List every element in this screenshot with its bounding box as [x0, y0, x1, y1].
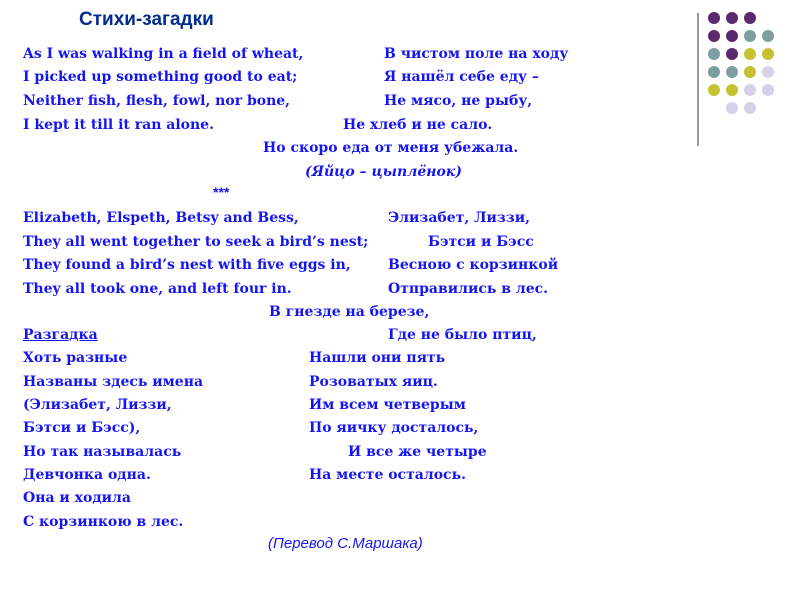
riddle2-russian-line-1: Элизабет, Лиззи,: [388, 210, 530, 226]
riddle1-russian-line-2: Я нашёл себе еду –: [384, 69, 539, 85]
riddle2-russian-line-10: По яичку досталось,: [309, 420, 479, 436]
answer-line-7: Она и ходила: [23, 490, 131, 506]
decorative-dot: [744, 102, 756, 114]
riddle1-answer: (Яйцо – цыплёнок): [305, 164, 462, 180]
separator-stars: ***: [213, 184, 230, 200]
decorative-dot: [762, 48, 774, 60]
riddle2-english-line-2: They all went together to seek a bird’s nest;: [23, 234, 369, 250]
decorative-dot: [726, 12, 738, 24]
answer-line-5: Но так называлась: [23, 444, 182, 460]
riddle2-russian-line-2: Бэтси и Бэсс: [428, 234, 534, 250]
decorative-dot: [762, 66, 774, 78]
riddle2-english-line-3: They found a bird’s nest with five eggs in,: [23, 257, 351, 273]
decorative-dot: [762, 30, 774, 42]
decorative-dot: [708, 12, 720, 24]
riddle2-russian-line-6: Где не было птиц,: [388, 327, 537, 343]
riddle2-russian-line-7: Нашли они пять: [309, 350, 446, 366]
decorative-dot: [744, 30, 756, 42]
decorative-dot: [744, 12, 756, 24]
decorative-dot: [762, 84, 774, 96]
riddle2-english-line-1: Elizabeth, Elspeth, Betsy and Bess,: [23, 210, 299, 226]
riddle1-russian-line-5: Но скоро еда от меня убежала.: [263, 140, 519, 156]
decorative-dot: [708, 48, 720, 60]
riddle1-english-line-4: I kept it till it ran alone.: [23, 117, 214, 133]
decorative-dot: [744, 66, 756, 78]
riddle2-russian-line-4: Отправились в лес.: [388, 281, 549, 297]
answer-line-2: Названы здесь имена: [23, 374, 204, 390]
riddle2-russian-line-9: Им всем четверым: [309, 397, 466, 413]
answer-line-8: С корзинкою в лес.: [23, 514, 184, 530]
decorative-dot: [744, 48, 756, 60]
riddle2-russian-line-11: И все же четыре: [348, 444, 487, 460]
riddle2-russian-line-8: Розоватых яиц.: [309, 374, 438, 390]
riddle1-english-line-1: As I was walking in a field of wheat,: [23, 46, 304, 62]
answer-heading: Разгадка: [23, 327, 98, 343]
riddle2-english-line-4: They all took one, and left four in.: [23, 281, 292, 297]
riddle2-russian-line-12: На месте осталось.: [309, 467, 466, 483]
answer-line-1: Хоть разные: [23, 350, 128, 366]
slide-title: Стихи-загадки: [79, 9, 214, 30]
riddle1-russian-line-1: В чистом поле на ходу: [384, 46, 569, 62]
translation-credit: (Перевод С.Маршака): [268, 535, 423, 552]
riddle2-russian-line-3: Весною с корзинкой: [388, 257, 559, 273]
decorative-dot: [708, 66, 720, 78]
decorative-dot: [708, 84, 720, 96]
answer-line-3: (Элизабет, Лиззи,: [23, 397, 172, 413]
riddle1-russian-line-3: Не мясо, не рыбу,: [384, 93, 533, 109]
riddle2-russian-line-5: В гнезде на березе,: [269, 304, 430, 320]
decorative-dot: [726, 48, 738, 60]
answer-line-6: Девчонка одна.: [23, 467, 151, 483]
decorative-dot: [726, 66, 738, 78]
answer-line-4: Бэтси и Бэсс),: [23, 420, 141, 436]
riddle1-russian-line-4: Не хлеб и не сало.: [343, 117, 493, 133]
riddle1-english-line-2: I picked up something good to eat;: [23, 69, 298, 85]
decorative-dot: [708, 30, 720, 42]
decorative-dot: [726, 84, 738, 96]
decorative-dot: [726, 102, 738, 114]
decorative-dot: [744, 84, 756, 96]
divider-line: [697, 13, 699, 146]
riddle1-english-line-3: Neither fish, flesh, fowl, nor bone,: [23, 93, 291, 109]
decorative-dot: [726, 30, 738, 42]
